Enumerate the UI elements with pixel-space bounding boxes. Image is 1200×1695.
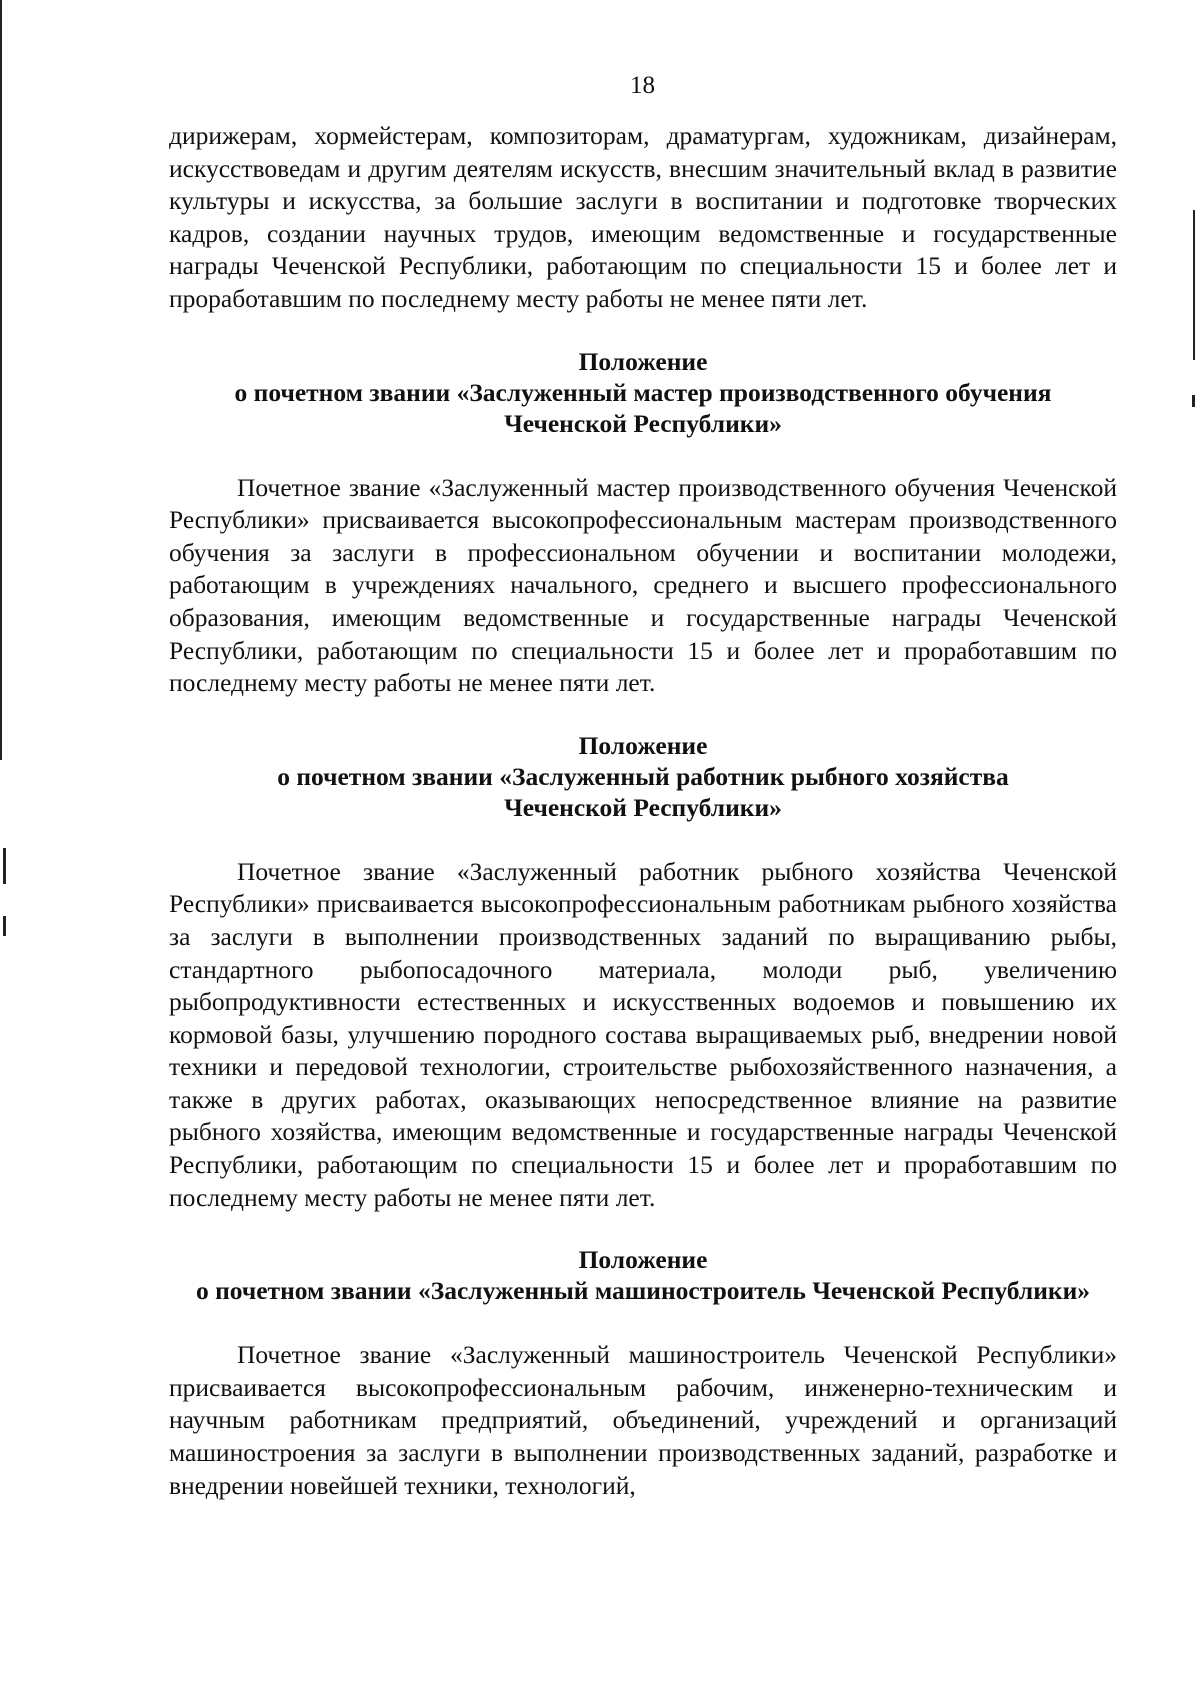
heading-title: Положение xyxy=(578,346,708,376)
section-paragraph: Почетное звание «Заслуженный работник рыбного хозяйства Чеченской Республики» присваивается высокопрофессиональным работникам рыбного хозяйства за заслуги в выполнении производственных заданий по выращиванию рыбы, стандартного рыбопосадочного материала, молоди рыб, увеличению рыбопродуктивности естественных и искусственных водоемов и повышению их кормовой базы, улучшению породного состава выращиваемых рыб, внедрении новой техники и передовой технологии, строительстве рыбохозяйственного назначения, а также в других работах, оказывающих непосредственное влияние на развитие рыбного хозяйства, имеющим ведомственные и государственные награды Чеченской Республики, работающим по специальности 15 и более лет и проработавшим по последнему месту работы не менее пяти лет. xyxy=(169,856,1117,1212)
section-heading xyxy=(169,730,1117,823)
section-paragraph: Почетное звание «Заслуженный машиностроитель Чеченской Республики» присваивается высокопрофессиональным рабочим, инженерно-техническим и научным работникам предприятий, объединений, учреждений и организаций машиностроения за заслуги в выполнении производственных заданий, разработке и внедрении новейшей техники, технологий, xyxy=(169,1340,1117,1500)
heading-title: Положение xyxy=(578,1245,708,1275)
scan-edge-mark-left xyxy=(3,848,6,884)
scan-edge-right xyxy=(1193,210,1195,360)
heading-subtitle-cont: Чеченской Республики» xyxy=(504,408,782,438)
section-paragraph: Почетное звание «Заслуженный мастер производственного обучения Чеченской Республики» присваивается высокопрофессиональным мастерам производственного обучения за заслуги в профессиональном обучении и воспитании молодежи, работающим в учреждениях начального, среднего и высшего профессионального образования, имеющим ведомственные и государственные награды Чеченской Республики, работающим по специальности 15 и более лет и проработавшим по последнему месту работы не менее пяти лет. xyxy=(169,472,1117,698)
heading-subtitle: о почетном звании «Заслуженный работник рыбного хозяйства xyxy=(277,761,1009,791)
heading-subtitle-cont: Чеченской Республики» xyxy=(504,792,782,822)
heading-subtitle: о почетном звании «Заслуженный машиностроитель Чеченской Республики» xyxy=(195,1276,1091,1306)
section-heading xyxy=(169,346,1117,439)
document-body xyxy=(169,120,1117,1502)
heading-subtitle: о почетном звании «Заслуженный мастер производственного обучения xyxy=(234,377,1052,407)
scan-edge-mark-left-2 xyxy=(3,916,6,936)
heading-title: Положение xyxy=(578,730,708,760)
section-heading xyxy=(169,1244,1117,1306)
scan-edge-left xyxy=(0,0,2,760)
page-number: 18 xyxy=(630,72,655,99)
intro-paragraph: дирижерам, хормейстерам, композиторам, драматургам, художникам, дизайнерам, искусствоведам и другим деятелям искусств, внесшим значительный вклад в развитие культуры и искусства, за большие заслуги в воспитании и подготовке творческих кадров, создании научных трудов, имеющим ведомственные и государственные награды Чеченской Республики, работающим по специальности 15 и более лет и проработавшим по последнему месту работы не менее пяти лет. xyxy=(169,121,1117,313)
scan-edge-mark-right xyxy=(1192,395,1195,407)
